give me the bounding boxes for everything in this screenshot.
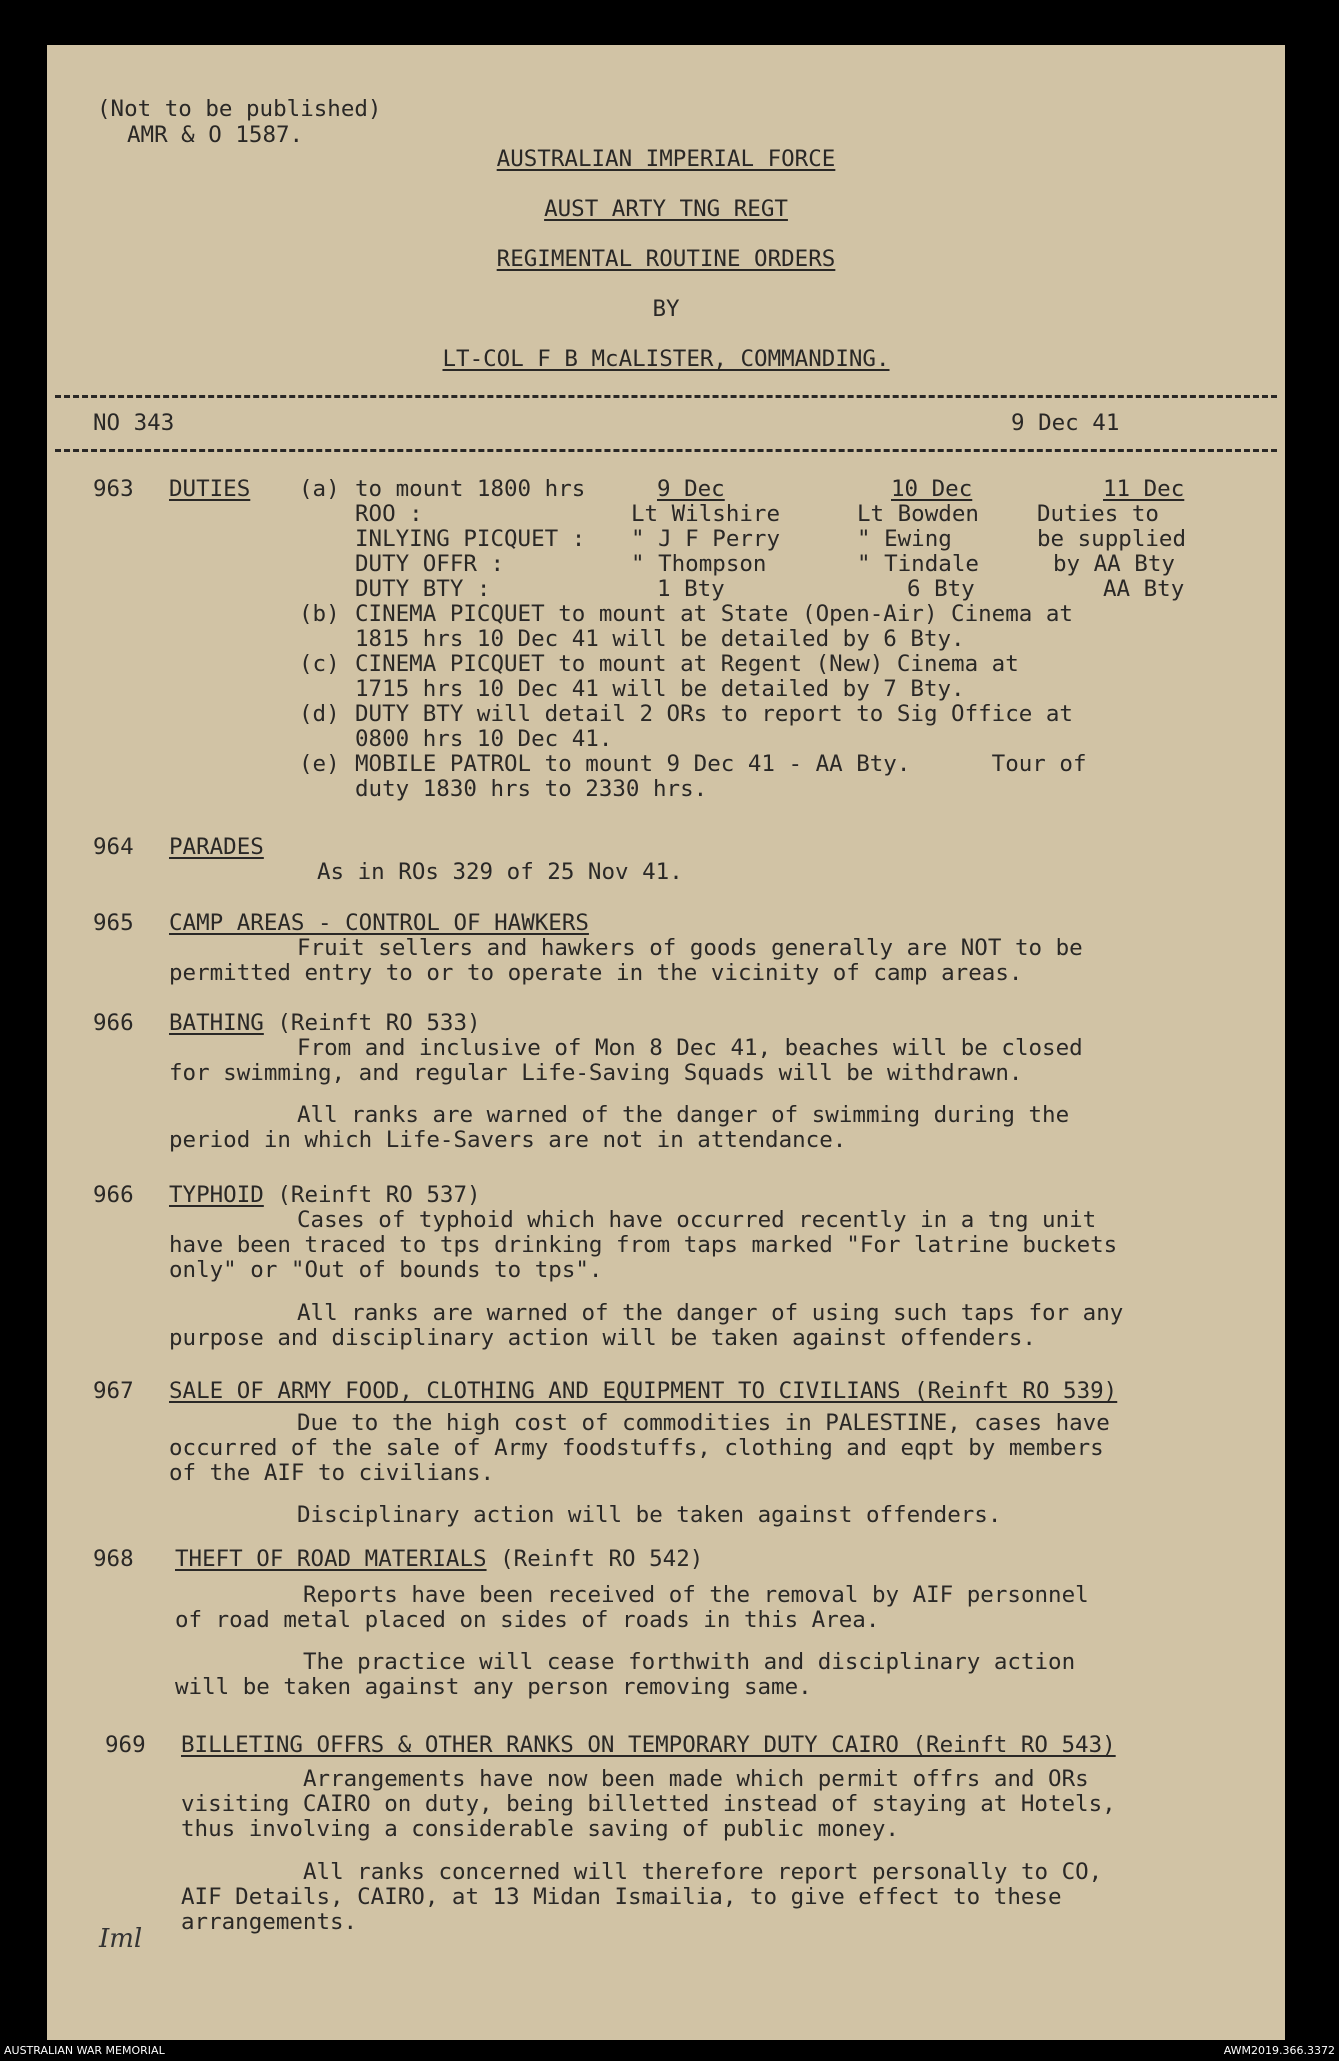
document-page <box>47 45 1285 2040</box>
body-text: have been traced to tps drinking from taps marked "For latrine buckets <box>169 1232 1118 1258</box>
duty-cell: " J F Perry <box>631 526 781 552</box>
title-commander: LT-COL F B McALISTER, COMMANDING. <box>442 346 890 372</box>
item-label: (b) <box>299 601 340 627</box>
para-number: 967 <box>93 1378 134 1404</box>
body-text: of road metal placed on sides of roads in this Area. <box>175 1607 880 1633</box>
para-number: 968 <box>93 1546 134 1572</box>
body-text: occurred of the sale of Army foodstuffs, clothing and eqpt by members <box>169 1435 1104 1461</box>
handwritten-initials: Iml <box>99 1924 143 1954</box>
para-number: 965 <box>93 910 134 936</box>
duty-date: 11 Dec <box>1103 476 1185 502</box>
para-heading-line <box>169 1183 481 1208</box>
para-heading: DUTIES <box>169 476 251 502</box>
duty-date: 10 Dec <box>891 476 973 502</box>
duty-cell: Lt Bowden <box>857 501 979 527</box>
para-reference: (Reinft RO 542) <box>486 1546 704 1572</box>
body-text: for swimming, and regular Life-Saving Squads will be withdrawn. <box>169 1060 1023 1086</box>
body-text: 0800 hrs 10 Dec 41. <box>355 726 613 752</box>
para-reference: (Reinft RO 533) <box>263 1010 481 1036</box>
body-text: of the AIF to civilians. <box>169 1460 495 1486</box>
duty-text: to mount 1800 hrs <box>355 476 586 502</box>
para-heading: PARADES <box>169 834 264 860</box>
duty-cell: " Tindale <box>857 551 979 577</box>
publication-note: (Not to be published) <box>97 96 382 122</box>
item-label: (e) <box>299 751 340 777</box>
body-text: Cases of typhoid which have occurred recently in a tng unit <box>297 1207 1097 1233</box>
body-text: From and inclusive of Mon 8 Dec 41, beaches will be closed <box>297 1035 1083 1061</box>
item-label: (d) <box>299 701 340 727</box>
para-number: 969 <box>105 1732 146 1758</box>
body-text: All ranks concerned will therefore report personally to CO, <box>303 1859 1103 1885</box>
para-number: 966 <box>93 1010 134 1036</box>
para-heading: BATHING <box>169 1010 264 1036</box>
body-text: duty 1830 hrs to 2330 hrs. <box>355 776 708 802</box>
item-label: (c) <box>299 651 340 677</box>
body-text: DUTY BTY will detail 2 ORs to report to Sig Office at <box>355 701 1073 727</box>
divider-bottom <box>55 449 1277 452</box>
body-text: All ranks are warned of the danger of using such taps for any <box>297 1300 1124 1326</box>
item-label: (a) <box>299 476 340 502</box>
title-aif: AUSTRALIAN IMPERIAL FORCE <box>496 146 836 172</box>
body-text: 1715 hrs 10 Dec 41 will be detailed by 7 Bty. <box>355 676 965 702</box>
body-text: purpose and disciplinary action will be taken against offenders. <box>169 1325 1036 1351</box>
body-text: All ranks are warned of the danger of swimming during the <box>297 1102 1070 1128</box>
para-heading: CAMP AREAS - CONTROL OF HAWKERS <box>169 910 589 936</box>
body-text: Disciplinary action will be taken against offenders. <box>297 1502 1002 1528</box>
order-number: NO 343 <box>93 410 175 436</box>
body-text: AIF Details, CAIRO, at 13 Midan Ismailia, to give effect to these <box>181 1884 1062 1910</box>
duty-date: 9 Dec <box>657 476 725 502</box>
para-number: 966 <box>93 1182 134 1208</box>
para-heading-line <box>175 1547 703 1572</box>
footer-accession: AWM2019.366.3372 <box>1223 2044 1335 2057</box>
para-number: 963 <box>93 476 134 502</box>
body-text: thus involving a considerable saving of public money. <box>181 1816 899 1842</box>
para-reference: (Reinft RO 537) <box>263 1182 481 1208</box>
para-number: 964 <box>93 834 134 860</box>
para-heading: TYPHOID <box>169 1182 264 1208</box>
body-text: Reports have been received of the removal by AIF personnel <box>303 1582 1089 1608</box>
duty-cell: be supplied <box>1037 526 1187 552</box>
duty-cell: AA Bty <box>1103 576 1185 602</box>
para-heading: BILLETING OFFRS & OTHER RANKS ON TEMPORARY DUTY CAIRO (Reinft RO 543) <box>181 1732 1116 1758</box>
amr-reference: AMR & O 1587. <box>127 122 304 148</box>
body-text: visiting CAIRO on duty, being billetted instead of staying at Hotels, <box>181 1791 1116 1817</box>
duty-label: ROO : <box>355 501 423 527</box>
title-regiment: AUST ARTY TNG REGT <box>544 196 788 222</box>
body-text: CINEMA PICQUET to mount at State (Open-Air) Cinema at <box>355 601 1073 627</box>
body-text: Due to the high cost of commodities in PALESTINE, cases have <box>297 1410 1110 1436</box>
body-text: only" or "Out of bounds to tps". <box>169 1257 603 1283</box>
duty-cell: 1 Bty <box>657 576 725 602</box>
duty-label: DUTY BTY : <box>355 576 491 602</box>
body-text: As in ROs 329 of 25 Nov 41. <box>317 859 683 885</box>
body-text: permitted entry to or to operate in the vicinity of camp areas. <box>169 960 1023 986</box>
duty-cell: Duties to <box>1037 501 1159 527</box>
para-heading: SALE OF ARMY FOOD, CLOTHING AND EQUIPMENT TO CIVILIANS (Reinft RO 539) <box>169 1378 1118 1404</box>
duty-cell: " Thompson <box>631 551 767 577</box>
duty-cell: " Ewing <box>857 526 952 552</box>
body-text: period in which Life-Savers are not in attendance. <box>169 1127 847 1153</box>
duty-cell: 6 Bty <box>907 576 975 602</box>
order-date: 9 Dec 41 <box>1011 410 1120 436</box>
footer-credit: AUSTRALIAN WAR MEMORIAL <box>4 2044 165 2057</box>
body-text: arrangements. <box>181 1909 358 1935</box>
body-text: Fruit sellers and hawkers of goods generally are NOT to be <box>297 935 1083 961</box>
body-text: The practice will cease forthwith and disciplinary action <box>303 1649 1076 1675</box>
divider-top <box>55 395 1277 398</box>
body-text: Arrangements have now been made which permit offrs and ORs <box>303 1766 1089 1792</box>
body-text: CINEMA PICQUET to mount at Regent (New) Cinema at <box>355 651 1019 677</box>
para-heading: THEFT OF ROAD MATERIALS <box>175 1546 487 1572</box>
duty-label: DUTY OFFR : <box>355 551 505 577</box>
duty-cell: by AA Bty <box>1053 551 1175 577</box>
title-by: BY <box>652 296 680 322</box>
body-text: will be taken against any person removing same. <box>175 1674 812 1700</box>
para-heading-line <box>169 1011 481 1036</box>
title-orders: REGIMENTAL ROUTINE ORDERS <box>496 246 836 272</box>
duty-cell: Lt Wilshire <box>631 501 781 527</box>
duty-label: INLYING PICQUET : <box>355 526 586 552</box>
body-text: 1815 hrs 10 Dec 41 will be detailed by 6 Bty. <box>355 626 965 652</box>
body-text: MOBILE PATROL to mount 9 Dec 41 - AA Bty. Tour of <box>355 751 1087 777</box>
